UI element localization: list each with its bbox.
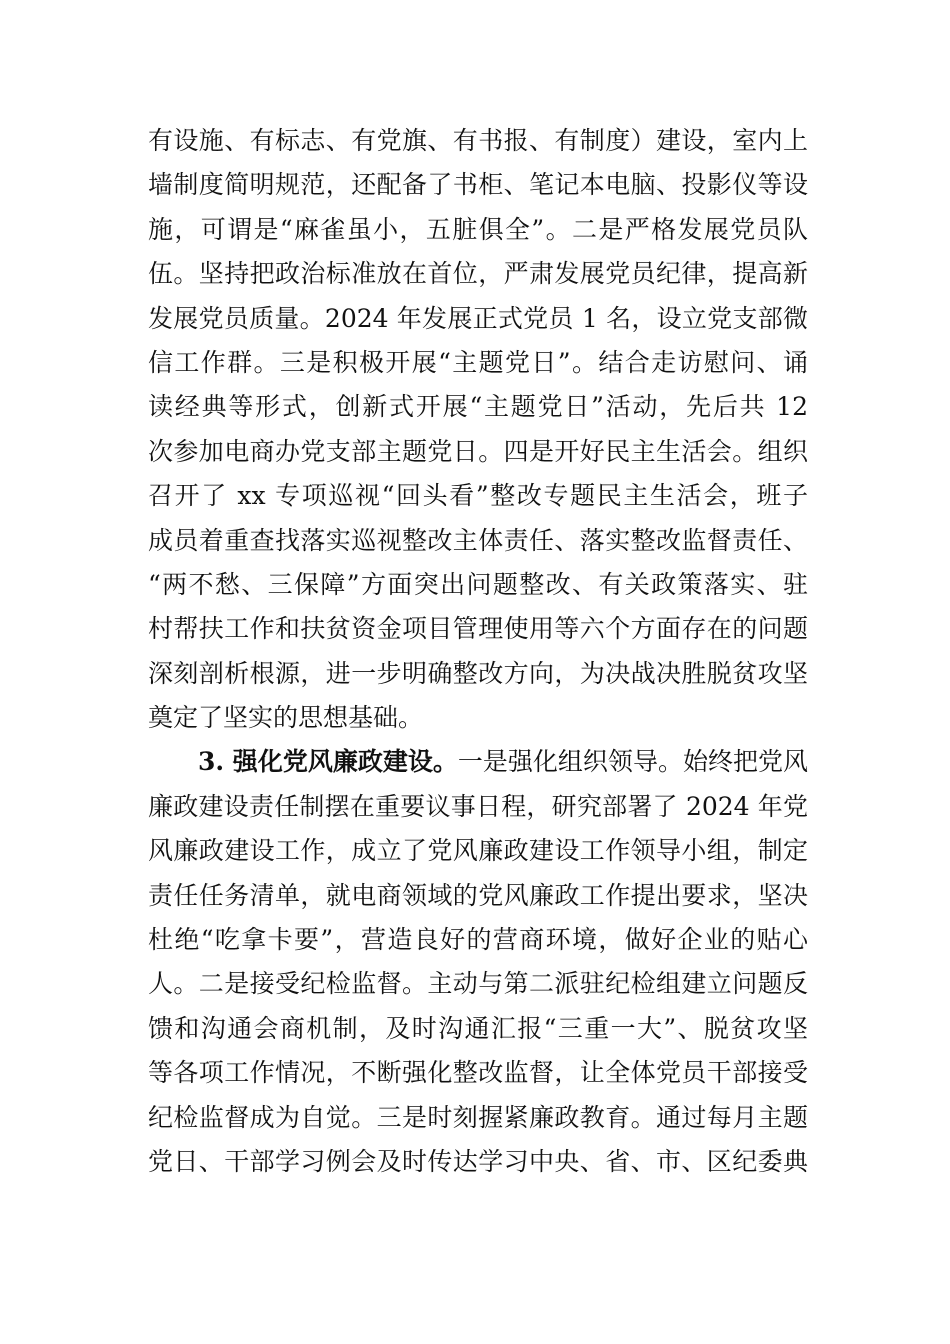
text-line: 伍。坚持把政治标准放在首位，严肃发展党员纪律，提高新 xyxy=(148,259,808,289)
text-line: 风廉政建设工作，成立了党风廉政建设工作领导小组，制定 xyxy=(148,836,808,866)
text-line: 施，可谓是“麻雀虽小，五脏俱全”。二是严格发展党员队 xyxy=(148,214,808,244)
text-line xyxy=(148,740,808,784)
text-line: 发展党员质量。2024 年发展正式党员 1 名，设立党支部微 xyxy=(148,303,808,333)
text-line: 次参加电商办党支部主题党日。四是开好民主生活会。组织 xyxy=(148,436,808,466)
text-line: 墙制度简明规范，还配备了书柜、笔记本电脑、投影仪等设 xyxy=(148,170,808,200)
text-line: 召开了 xx 专项巡视“回头看”整改专题民主生活会，班子 xyxy=(148,481,808,511)
text-line: 有设施、有标志、有党旗、有书报、有制度）建设，室内上 xyxy=(148,126,808,155)
text-line: 等各项工作情况，不断强化整改监督，让全体党员干部接受 xyxy=(148,1058,808,1088)
text-line: 深刻剖析根源，进一步明确整改方向，为决战决胜脱贫攻坚 xyxy=(148,658,808,688)
text-line: 村帮扶工作和扶贫资金项目管理使用等六个方面存在的问题 xyxy=(148,614,808,644)
text-line: 责任任务清单，就电商领域的党风廉政工作提出要求，坚决 xyxy=(148,880,808,910)
text-line: 奠定了坚实的思想基础。 xyxy=(148,703,424,733)
heading-line-rest: 一是强化组织领导。始终把党风 xyxy=(457,747,808,777)
text-line: 党日、干部学习例会及时传达学习中央、省、市、区纪委典 xyxy=(148,1146,808,1176)
text-line: 信工作群。三是积极开展“主题党日”。结合走访慰问、诵 xyxy=(148,347,808,377)
text-line: “两不愁、三保障”方面突出问题整改、有关政策落实、驻 xyxy=(148,569,808,599)
paragraph-party-building xyxy=(148,119,808,740)
section-heading: 3. 强化党风廉政建设。 xyxy=(198,747,458,777)
text-line: 杜绝“吃拿卡要”，营造良好的营商环境，做好企业的贴心 xyxy=(148,925,808,955)
text-line: 人。二是接受纪检监督。主动与第二派驻纪检组建立问题反 xyxy=(148,969,808,999)
text-line: 纪检监督成为自觉。三是时刻握紧廉政教育。通过每月主题 xyxy=(148,1102,808,1132)
paragraph-clean-governance xyxy=(148,740,808,1184)
text-line: 廉政建设责任制摆在重要议事日程，研究部署了 2024 年党 xyxy=(148,791,808,821)
document-body xyxy=(148,119,808,1184)
text-line: 成员着重查找落实巡视整改主体责任、落实整改监督责任、 xyxy=(148,525,808,555)
text-line: 读经典等形式，创新式开展“主题党日”活动，先后共 12 xyxy=(148,392,808,422)
text-line: 馈和沟通会商机制，及时沟通汇报“三重一大”、脱贫攻坚 xyxy=(148,1013,808,1043)
